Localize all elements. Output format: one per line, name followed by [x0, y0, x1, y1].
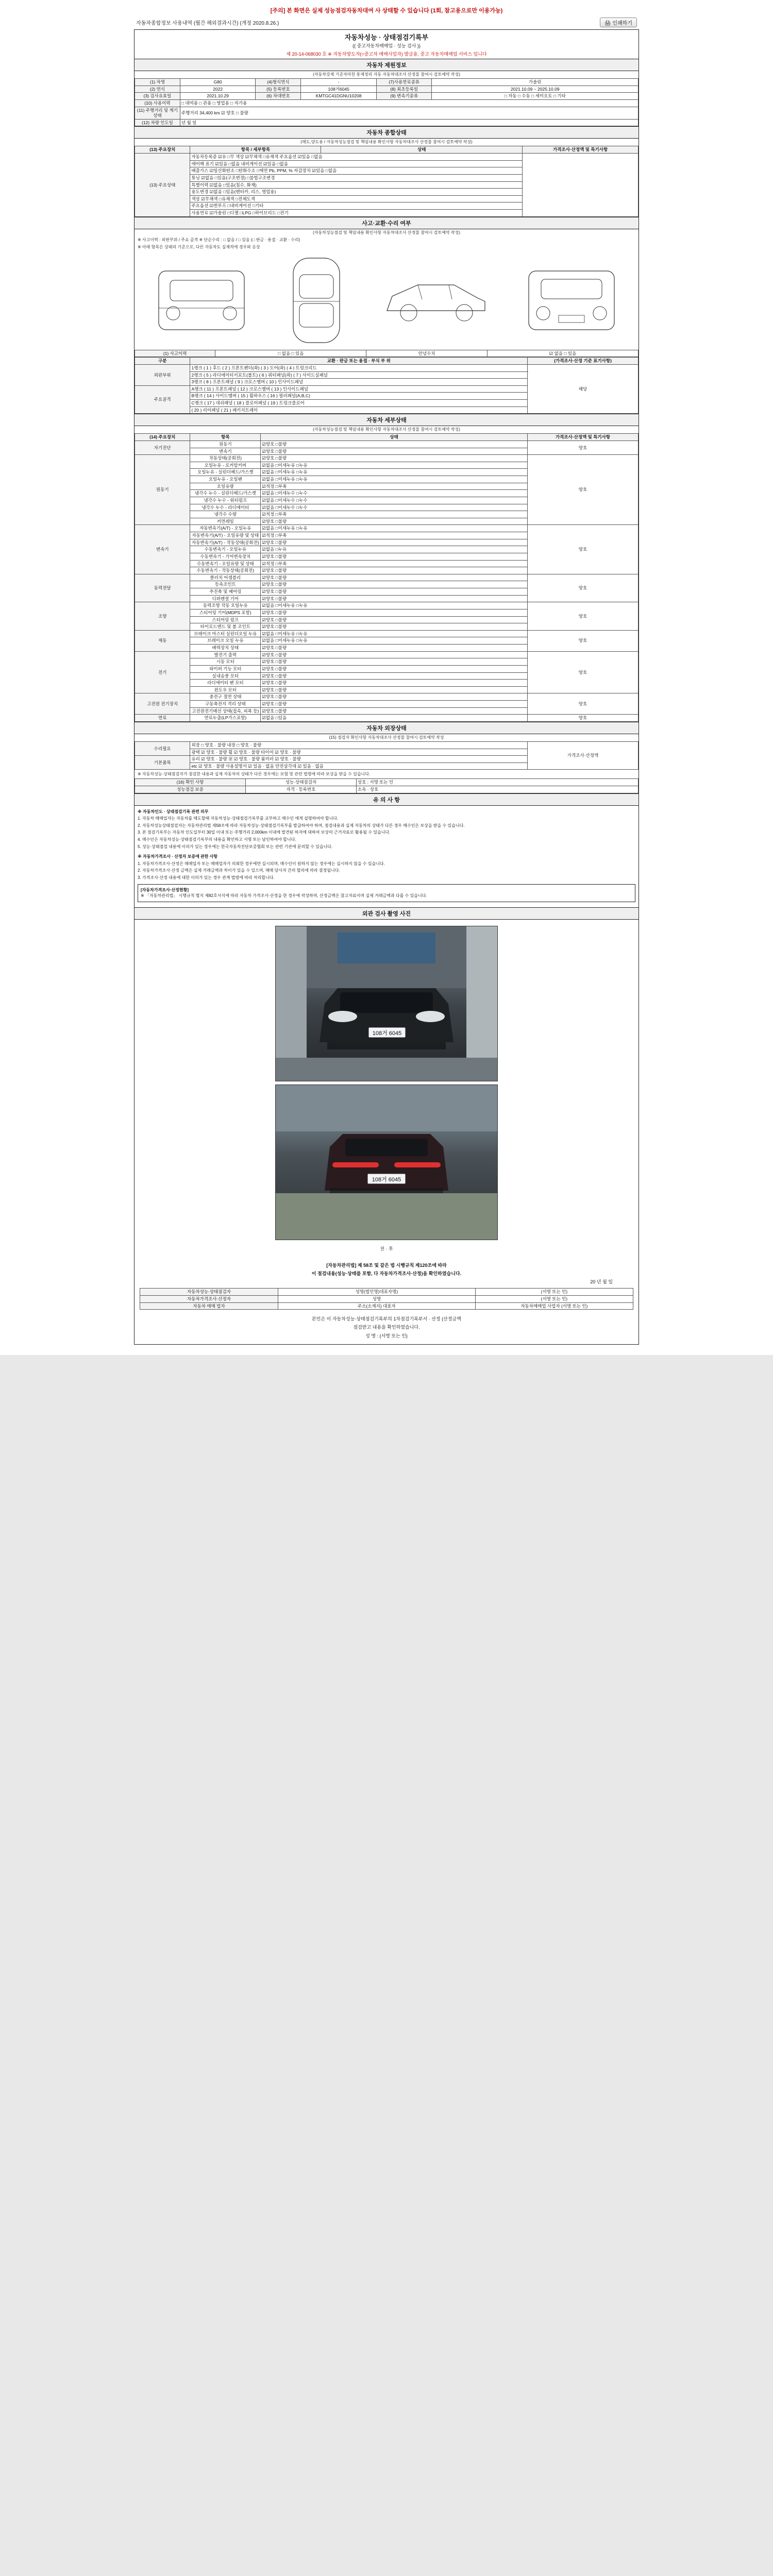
toolbar	[134, 16, 639, 29]
detail-item-label: 라디에이터 팬 모터	[190, 680, 261, 687]
table-row	[135, 99, 638, 107]
section-crash-title: 사고·교환·수리 여부	[135, 217, 638, 229]
spec-value: □ 자동 □ 수동 □ 세미오토 □ 기타	[432, 93, 638, 100]
section-exterior-title: 자동차 외장상태	[135, 722, 638, 734]
col-head: 구분	[135, 358, 190, 365]
exterior-table	[135, 741, 638, 770]
detail-item-state[interactable]: ☑없음 □미세누수 □누수	[261, 504, 528, 511]
inspector-table	[135, 778, 638, 793]
detail-item-label: 원동기	[190, 440, 261, 448]
frame-row: B랭크 ( 14 ) 사이드멤버 ( 15 ) 휠하우스 ( 16 ) 필러패널(A,B,C)	[190, 393, 528, 400]
frame-row: ( 20 ) 리어패널 ( 21 ) 패키지트레이	[190, 406, 528, 414]
detail-item-state[interactable]: ☑없음 □미세누수 □누수	[261, 490, 528, 497]
print-button[interactable]: 🖨 인쇄하기	[600, 18, 637, 27]
detail-item-label: 수동변속기 - 오일누유	[190, 546, 261, 553]
col-head: (14) 주요장치	[135, 434, 190, 441]
col-head: 교환 · 판금 또는 용접 · 부식 부 위	[190, 358, 528, 365]
top-notice: [주의] 본 화면은 실제 성능점검자동차대여 사 상태할 수 있습니다 (1회, 참고용으로만 이용가능)	[270, 8, 503, 14]
detail-item-state[interactable]: ☑양호 □불량	[261, 686, 528, 693]
col-head: 항목	[190, 434, 261, 441]
section-spec-title: 자동차 제원정보	[135, 59, 638, 71]
outer-panel-row: 2랭크 ( 5 ) 라디에이터서포트(볼트) ( 6 ) 쿼터패널(좌) ( 7 ) 사이드실패널	[190, 371, 528, 379]
section-spec-sub: (자동차강제 기준자마찬 통제정리 자동 자동차대조사 산정물 참여시 검토예약 작성)	[313, 72, 460, 77]
section-overall-title: 자동차 종합상태	[135, 126, 638, 139]
detail-item-label: 변속기	[190, 448, 261, 455]
simple-repair-options[interactable]: ☑ 없음 □ 있음	[487, 350, 638, 357]
confirm-title: [자동차관리법] 제 58조 및 같은 법 시행규칙 제120조에 따라	[326, 1262, 447, 1268]
confirm-sign[interactable]: (서명 또는 인)	[475, 1289, 633, 1296]
table-row	[135, 440, 638, 448]
detail-item-state[interactable]: ☑양호 □불량	[261, 665, 528, 672]
table-row	[140, 1302, 633, 1310]
photo-area	[135, 920, 638, 1257]
detail-remark: 양호	[528, 455, 638, 525]
car-diagram-side-view	[382, 269, 490, 331]
detail-item-state[interactable]: ☑양호 □불량	[261, 701, 528, 708]
detail-item-label: 브레이크 마스터 실린더오일 누유	[190, 630, 261, 637]
col-head: 항목 / 세부항목	[190, 146, 321, 154]
section-overall-sub: (매도,양도용 / 자동차성능점검 및 책임내용 확인사항 자동차대조사 산정물 참여시 검토예약 작성)	[300, 140, 473, 145]
detail-table	[135, 433, 638, 722]
detail-group-label: 연료	[135, 715, 190, 722]
detail-item-state[interactable]: ☑없음 □누유	[261, 546, 528, 553]
inspector-role: 자격 · 등록번호	[245, 786, 356, 793]
spec-value: G80	[180, 79, 256, 86]
table-row	[135, 715, 638, 722]
guide-line: 4. 매수인은 자동차성능·상태점검기록부의 내용을 확인하고 서명 또는 날인하여야 합니다.	[138, 837, 296, 842]
detail-item-label: 실내송풍 모터	[190, 672, 261, 680]
table-row	[135, 154, 638, 161]
detail-group-label: 동력전달	[135, 574, 190, 602]
detail-item-label: 스티어링 펌프	[190, 616, 261, 623]
overall-free-line: 특별이력 ☑없음 □있음(침수, 화재)	[190, 181, 523, 189]
guide-line: 1. 자동차 매매업자는 자동차를 매도할때 자동차성능·상태점검기록부를 교부하고 매수인 에게 설명하여야 합니다.	[138, 816, 339, 821]
section-exterior-sub: (15) 점검자 확인사항 자동차대조사 산정물 참여시 검토예약 작성	[329, 735, 444, 740]
spec-label: (1) 차명	[135, 79, 180, 86]
spec-value: -	[301, 79, 377, 86]
overall-free-line: 튜닝 ☑없음 □있음(구조변경) □불법구조변경	[190, 174, 523, 181]
inspector-row-label: 성능점검 보증	[135, 786, 246, 793]
detail-item-state[interactable]: ☑없음 □미세누유 □누유	[261, 525, 528, 532]
overall-group-label: (13) 주요상태	[135, 154, 190, 217]
detail-item-label: 구동축전지 격리 상태	[190, 701, 261, 708]
inspector-company: 소속 · 상호	[356, 786, 638, 793]
simple-repair-label: 안녕수치	[366, 350, 487, 357]
guide-section-1-title: ※ 자동차인도 · 상태점검기록 관련 의무	[138, 809, 209, 814]
guide-title: 유 의 사 항	[135, 793, 638, 806]
photo-caption: 전 · 후	[380, 1246, 393, 1251]
table-header-row	[135, 146, 638, 154]
detail-group-label: 원동기	[135, 455, 190, 525]
confirm-role: 자동차가격조사·산정자	[140, 1295, 278, 1302]
col-head: (13) 주요장치	[135, 146, 190, 154]
guide-line: 2. 자동차성능상태점검자는 자동차관리법 제58조에 따라 자동차성능·상태점검기록부를 발급하여야 하며, 점검내용과 실제 자동차의 상태가 다른 경우 매수인은 보상을 받을 수 있습니다.	[138, 823, 465, 828]
detail-item-label: 배력장치 상태	[190, 645, 261, 652]
detail-group-label: 제동	[135, 630, 190, 651]
detail-remark: 양호	[528, 693, 638, 715]
guide-line: 3. 본 점검기록부는 자동차 인도일부터 30일 이내 또는 주행거리 2,000km 이내에 발견된 하자에 대하여 보상의 근거자료로 활용될 수 있습니다.	[138, 830, 391, 835]
detail-item-label: 오일누유 - 실린더헤드/가스켓	[190, 469, 261, 476]
car-diagram	[135, 251, 638, 350]
detail-item-state[interactable]: ☑적정 □부족	[261, 532, 528, 539]
guide-line: 5. 성능·상태점검 내용에 이의가 있는 경우에는 한국자동차진단보증협회 또는 관련 기관에 문의할 수 있습니다.	[138, 844, 333, 849]
crash-history-label: (1) 사고이력	[135, 350, 215, 357]
table-row	[135, 525, 638, 532]
detail-item-label: 작동상태(공회전)	[190, 455, 261, 462]
outer-panel-row: 3랭크 ( 8 ) 프론트패널 ( 9 ) 크로스멤버 ( 10 ) 인사이드패널	[190, 379, 528, 386]
delivery-value: 년 월 일	[180, 119, 638, 126]
crash-note-2: ※ 아래 항목은 상태의 기준으로, 다른 자동차도 실제적에 경우와 응상	[138, 244, 260, 249]
detail-item-state[interactable]: ☑양호 □불량	[261, 616, 528, 623]
detail-item-state[interactable]: ☑없음 □미세누유 □누유	[261, 476, 528, 483]
col-head: 가격조사·산정액 및 특기사항	[528, 434, 638, 441]
spec-value: 2022	[180, 86, 256, 93]
detail-item-label: 오일누유 - 오일팬	[190, 476, 261, 483]
detail-item-state[interactable]: ☑양호 □불량	[261, 440, 528, 448]
spec-label: (2) 연식	[135, 86, 180, 93]
price-survey-box	[138, 884, 635, 902]
confirm-role: 자동차 매매 업자	[140, 1302, 278, 1310]
section-detail-title: 자동차 세부상태	[135, 414, 638, 426]
frame-row: C랭크 ( 17 ) 대쉬패널 ( 18 ) 플로어패널 ( 19 ) 트렁크플로어	[190, 400, 528, 407]
crash-remark: 해당	[528, 364, 638, 413]
detail-item-state[interactable]: ☑양호 □불량	[261, 680, 528, 687]
spec-value: 108거6045	[301, 86, 377, 93]
detail-item-state[interactable]: ☑양호 □불량	[261, 518, 528, 525]
guide-line: 2. 자동차가격조사·산정 금액은 실제 거래금액과 차이가 있을 수 있으며, 매매 당사자 간의 합의에 따라 결정됩니다.	[138, 868, 340, 873]
crash-summary-table	[135, 350, 638, 358]
detail-item-label: 와이퍼 기능 모터	[190, 665, 261, 672]
outer-panel-row: 1랭크 ( 1 ) 후드 ( 2 ) 프론트펜더(좌) ( 3 ) 도어(좌) ( 4 ) 트렁크리드	[190, 364, 528, 371]
spec-label: (5) 등록번호	[256, 86, 301, 93]
inspector-signature[interactable]: 상호 : 서명 또는 인	[356, 779, 638, 786]
detail-item-state[interactable]: ☑없음 □미세누유 □누유	[261, 469, 528, 476]
table-row	[135, 693, 638, 701]
spec-label: (9) 변속기종류	[376, 93, 431, 100]
detail-remark: 양호	[528, 602, 638, 631]
table-row	[135, 574, 638, 581]
detail-item-label: 타이로드엔드 및 볼 조인트	[190, 623, 261, 631]
odometer-value: 주행거리 34,400 km ☑ 양호 □ 불량	[180, 107, 638, 119]
detail-item-state[interactable]: ☑양호 □불량	[261, 595, 528, 602]
overall-free-line: 배출가스 ☑일산화탄소 □탄화수소 □매연 Pb, PPM, % 저감장치 ☑있음 □없음	[190, 167, 523, 175]
detail-item-label: 오일유량	[190, 483, 261, 490]
detail-item-label: 연료누출(LP가스포함)	[190, 715, 261, 722]
confirm-field[interactable]: 성명	[278, 1295, 475, 1302]
overall-free-line: 에어백 표기 ☑있음 □없음 내비게이션 ☑있음 □없음	[190, 160, 523, 167]
table-row	[135, 651, 638, 658]
detail-group-label: 자기진단	[135, 440, 190, 454]
confirm-role: 자동차성능·상태점검자	[140, 1289, 278, 1296]
confirm-tail-3: 성 명 : (서명 또는 인)	[365, 1333, 408, 1338]
usage-label: (10) 사용이력	[135, 99, 180, 107]
confirm-sign[interactable]: (서명 또는 인)	[475, 1295, 633, 1302]
overall-free-line: 사용연료 ☑가솔린 □디젤 □LPG □하이브리드 □전기	[190, 210, 523, 217]
toolbar-title: 자동차종합정보 사용내역 (월간 해외결과시간) (개정 2020.8.26.)	[136, 21, 279, 26]
detail-item-state[interactable]: ☑양호 □불량	[261, 567, 528, 574]
car-diagram-front-view	[153, 262, 250, 339]
crash-history-options[interactable]: □ 없음 □ 있음	[215, 350, 366, 357]
confirm-table	[140, 1288, 633, 1310]
detail-item-label: 수동변속기 - 작동상태(공회전)	[190, 567, 261, 574]
detail-item-state[interactable]: ☑없음 □미세누유 □누유	[261, 602, 528, 609]
detail-item-label: 발전기 출력	[190, 651, 261, 658]
detail-item-label: 수동변속기 - 오일유량 및 상태	[190, 560, 261, 567]
record-document	[134, 29, 639, 1345]
crash-detail-table	[135, 357, 638, 414]
detail-item-state[interactable]: ☑없음 □미세누수 □누수	[261, 497, 528, 504]
printer-icon: 🖨	[604, 21, 611, 26]
table-row	[135, 86, 638, 93]
detail-item-label: 브레이크 오일 누유	[190, 637, 261, 645]
odometer-label: (11) 주행거리 및 계기상태	[135, 107, 180, 119]
detail-item-label: 수동변속기 - 기어변속장치	[190, 553, 261, 560]
detail-item-state[interactable]: ☑양호 □불량	[261, 588, 528, 596]
table-row	[135, 119, 638, 126]
footer-note: ※ 자동차성능·상태점검자가 점검한 내용과 실제 자동차의 상태가 다른 경우에는 보험 및 관련 법령에 따라 보상을 받을 수 있습니다.	[138, 772, 371, 777]
detail-item-state[interactable]: ☑적정 □부족	[261, 560, 528, 567]
detail-remark: 양호	[528, 651, 638, 693]
confirm-tail-1: 본인은 이 자동차성능·상태점검기록부의 1차점검기록부서 · 산정 (산정금액	[312, 1316, 461, 1322]
table-row	[135, 786, 638, 793]
detail-item-state[interactable]: ☑양호 □불량	[261, 623, 528, 631]
price-survey-title: [자동차가격조사·산정현황]	[141, 887, 189, 892]
table-row	[135, 455, 638, 462]
overall-free-line: 주요옵션 ☑썬루프 □내비게이션 □기타	[190, 202, 523, 210]
detail-item-label: 커먼레일	[190, 518, 261, 525]
table-row	[135, 79, 638, 86]
spec-label: (7)사용연료종류	[376, 79, 431, 86]
crash-note-1: ※ 사고이력 : 외판부위 / 주요 골격 ※ 단순수리 : □ 없음 / □ 있음 (□ 판금 · 용접 · 교환 · 수리)	[138, 237, 300, 242]
detail-item-state[interactable]: ☑양호 □불량	[261, 539, 528, 546]
section-crash-sub: (자동차성능점검 및 책임내용 확인사항 자동차대조사 산정물 참여시 검토예약 작성)	[313, 230, 460, 235]
table-row	[135, 93, 638, 100]
detail-item-state[interactable]: ☑없음 □미세누유 □누유	[261, 637, 528, 645]
exterior-value[interactable]: 유리 ☑ 양호 · 불량 室 ☑ 양호 · 불량 룸미러 ☑ 양호 · 불량	[190, 756, 528, 763]
detail-item-state[interactable]: ☑양호 □불량	[261, 658, 528, 666]
exterior-label: 기본품목	[135, 756, 190, 770]
inspector-row-label: (16) 확인 사항	[135, 779, 246, 786]
exterior-label: 수리필요	[135, 741, 190, 755]
frame-row: A랭크 ( 11 ) 프론트패널 ( 12 ) 크로스멤버 ( 13 ) 인사이드패널	[190, 385, 528, 393]
detail-item-label: 스티어링 기어(MDPS 포함)	[190, 609, 261, 616]
table-row	[135, 350, 638, 357]
detail-item-label: 클러치 어셈블리	[190, 574, 261, 581]
overall-free-line: 색상 ☑무채색 □유채색 □전체도색	[190, 195, 523, 202]
detail-item-state[interactable]: ☑적정 □부족	[261, 483, 528, 490]
detail-item-state[interactable]: ☑적정 □부족	[261, 511, 528, 518]
detail-item-state[interactable]: ☑없음 □있음	[261, 715, 528, 722]
overall-remark	[523, 154, 638, 217]
table-row	[135, 741, 638, 749]
table-row	[135, 779, 638, 786]
confirm-tail-2: 점검받고 내용을 확인하였습니다.	[353, 1325, 420, 1330]
vehicle-rear-photo	[275, 1084, 498, 1240]
detail-item-state[interactable]: ☑양호 □불량	[261, 581, 528, 588]
spec-value: 2021.10.29	[180, 93, 256, 100]
detail-item-label: 윈도우 모터	[190, 686, 261, 693]
table-row	[135, 630, 638, 637]
page-title: 자동차성능 · 상태점검기록부	[344, 33, 429, 41]
detail-item-label: 자동변속기(A/T) - 오일누유	[190, 525, 261, 532]
car-diagram-top-view	[283, 254, 350, 347]
detail-item-label: 동력조향 작동 오일누유	[190, 602, 261, 609]
detail-item-label: 디퍼렌셜 기어	[190, 595, 261, 602]
detail-remark: 양호	[528, 574, 638, 602]
confirmation-block	[135, 1257, 638, 1344]
spec-label: (3) 검사유효일	[135, 93, 180, 100]
guide-block	[135, 806, 638, 907]
detail-group-label: 조향	[135, 602, 190, 631]
usage-value: □ 대여용 □ 관용 □ 영업용 □ 자가용	[180, 99, 638, 107]
guide-line: 3. 가격조사·산정 내용에 대한 이의가 있는 경우 관계 법령에 따라 처리합니다.	[138, 875, 275, 880]
detail-remark: 양호	[528, 440, 638, 454]
detail-remark: 양호	[528, 630, 638, 651]
price-survey-text: ※ 「자동차관리법」 시행규칙 별지 제82호서식에 따라 자동차 가격조사·산정을 한 경우에 작성하며, 산정금액은 참고자료이며 실제 거래금액과 다를 수 있습니다.	[141, 893, 427, 899]
inspector-role: 성능·상태점검자	[245, 779, 356, 786]
confirm-date: 20 년 월 일	[590, 1279, 613, 1285]
exterior-value[interactable]: 광택 ☑ 양호 · 불량 휠 ☑ 양호 · 불량 타이어 ☑ 양호 · 불량	[190, 749, 528, 756]
spec-label: (6) 차대번호	[256, 93, 301, 100]
spec-value: 2021.10.09 ~ 2025.10.09	[432, 86, 638, 93]
confirm-line2: 이 점검내용(성능·상태를 포함, 다 자동차가격조사·산정)을 확인하였습니다.	[311, 1270, 462, 1276]
section-detail-sub: (자동차성능점검 및 책임내용 확인사항 자동차대조사 산정물 참여시 검토예약 작성)	[313, 427, 460, 432]
detail-item-state[interactable]: ☑양호 □불량	[261, 455, 528, 462]
detail-item-label: 자동변속기(A/T) - 작동상태(공회전)	[190, 539, 261, 546]
detail-item-label: 고전원전기배선 상태(접속, 피복 등)	[190, 707, 261, 715]
table-row	[140, 1295, 633, 1302]
delivery-label: (12) 차량 인도일	[135, 119, 180, 126]
exterior-value[interactable]: 외장 □ 양호 · 불량 내장 □ 양호 · 불량	[190, 741, 528, 749]
vehicle-front-photo	[275, 926, 498, 1081]
detail-group-label: 변속기	[135, 525, 190, 574]
guide-section-2-title: ※ 자동차가격조사 · 산정자 보증에 관한 사항	[138, 854, 218, 859]
detail-remark: 양호	[528, 525, 638, 574]
page-subtitle: (( 중고자동차매매업 · 성능 검사 ))	[352, 43, 421, 48]
detail-item-label: 등속조인트	[190, 581, 261, 588]
confirm-sign[interactable]: 자동차매매업 사업자 (서명 또는 인)	[475, 1302, 633, 1310]
col-head: (가격조사·산정 기준 표기사항)	[528, 358, 638, 365]
plate-text-rear: 108거 6045	[372, 1176, 401, 1183]
col-head: 상태	[321, 146, 523, 154]
detail-item-label: 오일누유 - 로커암커버	[190, 462, 261, 469]
table-header-row	[135, 434, 638, 441]
spec-value: KMTGC41DGNU10208	[301, 93, 377, 100]
detail-item-state[interactable]: ☑양호 □불량	[261, 672, 528, 680]
detail-item-state[interactable]: ☑양호 □불량	[261, 645, 528, 652]
table-row	[135, 107, 638, 119]
table-row	[135, 364, 638, 371]
spec-label: (8) 최초등록일	[376, 86, 431, 93]
detail-item-state[interactable]: ☑양호 □불량	[261, 707, 528, 715]
detail-item-label: 냉각수 누수 - 워터펌프	[190, 497, 261, 504]
detail-item-label: 시동 모터	[190, 658, 261, 666]
spec-label: (4)형식연식	[256, 79, 301, 86]
detail-item-state[interactable]: ☑양호 □불량	[261, 693, 528, 701]
detail-item-label: 자동변속기(A/T) - 오일유량 및 상태	[190, 532, 261, 539]
detail-item-state[interactable]: ☑양호 □불량	[261, 574, 528, 581]
table-row	[140, 1289, 633, 1296]
detail-group-label: 고전원 전기장치	[135, 693, 190, 715]
car-diagram-rear-view	[523, 262, 620, 339]
detail-item-label: 냉각수 수량	[190, 511, 261, 518]
frame-label: 주요골격	[135, 385, 190, 414]
detail-item-label: 추진축 및 베어링	[190, 588, 261, 596]
overall-free-line: 용도변경 ☑없음 □있음(렌터카, 리스, 영업용)	[190, 189, 523, 196]
exterior-value[interactable]: etc ☑ 양호 · 불량 사용설명서 ☑ 있음 · 없음 안전삼각대 ☑ 있음 · 없음	[190, 762, 528, 770]
detail-item-state[interactable]: ☑양호 □불량	[261, 609, 528, 616]
detail-item-state[interactable]: ☑없음 □미세누유 □누유	[261, 462, 528, 469]
spec-value: 가솔린	[432, 79, 638, 86]
detail-item-label: 냉각수 누수 - 라디에이터	[190, 504, 261, 511]
detail-item-label: 충전구 절연 상태	[190, 693, 261, 701]
detail-item-state[interactable]: ☑양호 □불량	[261, 553, 528, 560]
detail-item-state[interactable]: ☑양호 □불량	[261, 448, 528, 455]
overall-table	[135, 146, 638, 216]
detail-item-state[interactable]: ☑양호 □불량	[261, 651, 528, 658]
table-row	[135, 602, 638, 609]
detail-item-state[interactable]: ☑없음 □미세누유 □누유	[261, 630, 528, 637]
table-header-row	[135, 358, 638, 365]
col-head: 가격조사·산정액 및 특기사항	[523, 146, 638, 154]
plate-text-front: 108거 6045	[372, 1030, 402, 1037]
guide-line: 1. 자동차가격조사·산정은 매매업자 또는 매매업자가 의뢰한 경우에만 실시되며, 매수인이 원하지 않는 경우에는 실시하지 않을 수 있습니다.	[138, 861, 385, 866]
overall-free-line: 자동차등록증 ☑유 □무 색상 ☑무채색 □유채색 주요옵션 ☑있음 □없음	[190, 154, 523, 161]
confirm-field[interactable]: 주소(소재지) 대표자	[278, 1302, 475, 1310]
spec-table	[135, 78, 638, 126]
detail-group-label: 전기	[135, 651, 190, 693]
confirm-field[interactable]: 성명(법인명)대표자명)	[278, 1289, 475, 1296]
col-head: 상태	[261, 434, 528, 441]
outer-panel-label: 외판부위	[135, 364, 190, 385]
doc-number-note: 제 20-14-068030 호 ※ 자동차양도자(=중고차 매매사업자) 발급용, 중고 자동차매매업 서비스 입니다	[286, 52, 487, 57]
exterior-remark: 가격조사·산정액	[528, 741, 638, 770]
detail-item-label: 냉각수 누수 - 실린더헤드/가스켓	[190, 490, 261, 497]
photo-section-title: 외관 검사 촬영 사진	[135, 907, 638, 920]
detail-remark: 양호	[528, 715, 638, 722]
